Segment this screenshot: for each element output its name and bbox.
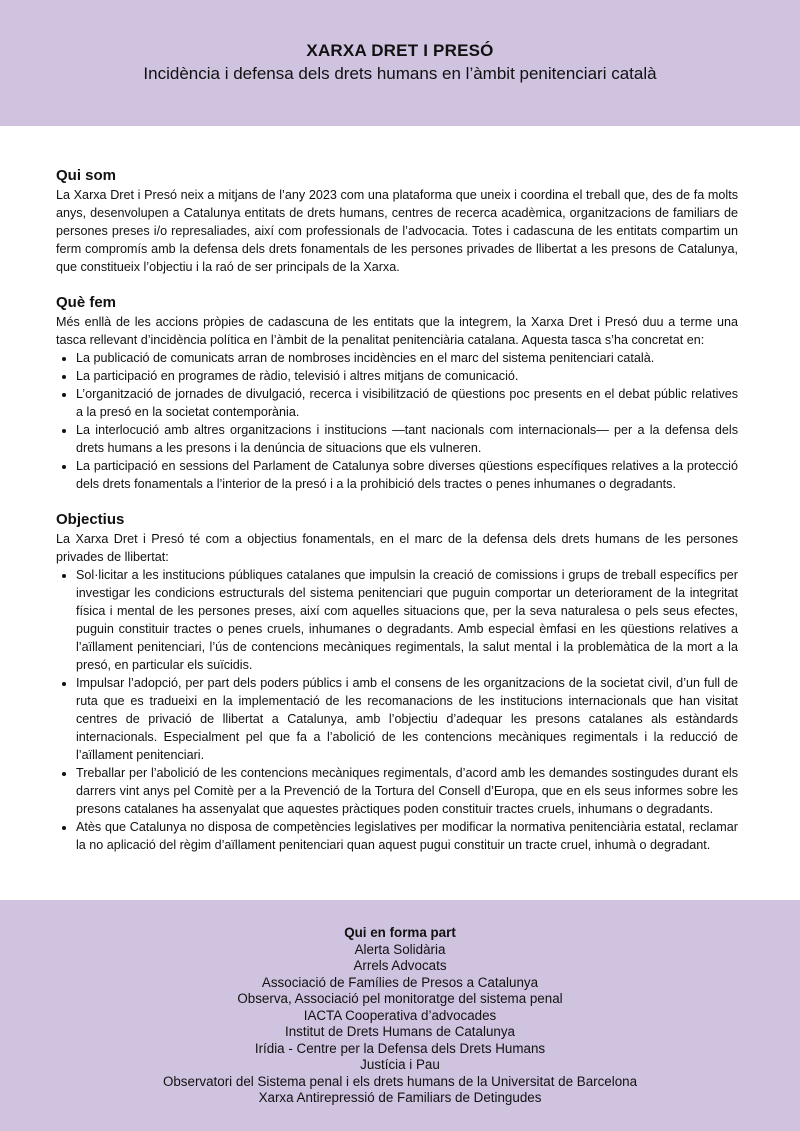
member-name: Alerta Solidària (354, 941, 446, 957)
member-name: Arrels Advocats (353, 958, 447, 973)
member-name: Xarxa Antirepressió de Familiars de Detingudes (258, 1090, 542, 1105)
member-name: Observa, Associació pel monitoratge del sistema penal (237, 991, 563, 1006)
member-name: Institut de Drets Humans de Catalunya (285, 1024, 515, 1039)
member-name: Observatori del Sistema penal i els drets humans de la Universitat de Barcelona (162, 1073, 638, 1089)
section-objectius (56, 510, 738, 854)
header-banner (0, 0, 800, 126)
list-item: • La publicació de comunicats arran de nombroses incidències en el marc del sistema penitenciari català. (76, 349, 738, 367)
member-name: IACTA Cooperativa d’advocades (303, 1007, 497, 1023)
members-heading: Qui en forma part (344, 925, 456, 940)
member-name: Irídia - Centre per la Defensa dels Drets Humans (254, 1040, 546, 1056)
section-heading-objectius: Objectius (56, 511, 125, 528)
main-content (56, 166, 738, 871)
list-item: • La participació en sessions del Parlament de Catalunya sobre diverses qüestions específiques relatives a la protecció dels drets fonamentals a l’interior de la presó i a la prohibició dels tractes o penes inhumanes o degradants. (76, 457, 738, 493)
list-item: • La participació en programes de ràdio, televisió i altres mitjans de comunicació. (76, 367, 738, 385)
list-item: • Treballar per l’abolició de les contencions mecàniques regimentals, d’acord amb les demandes sostingudes durant els darrers vint anys pel Comitè per a la Prevenció de la Tortura del Consell d’Europa, que en els seus informes sobre les presons catalanes ha assenyalat que aquestes pràctiques poden constituir tractes cruels, inhumans o degradants. (76, 764, 738, 818)
list-item: • Atès que Catalunya no disposa de competències legislatives per modificar la normativa penitenciària estatal, reclamar la no aplicació del règim d’aïllament penitenciari quan aquest pugui constituir un tracte cruel, inhumà o degradant. (76, 818, 738, 854)
member-name: Associació de Famílies de Presos a Catalunya (261, 974, 539, 990)
list-item: • Impulsar l’adopció, per part dels poders públics i amb el consens de les organitzacions de la societat civil, d’un full de ruta que es tradueixi en la implementació de les recomanacions de les institucions internacionals que han visitat centres de privació de llibertat a Catalunya, amb l’objectiu d’adequar les presons catalanes als estàndards internacionals. Especialment pel que fa a l’abolició de les contencions mecàniques regimentals i la reducció de l’aïllament penitenciari. (76, 674, 738, 764)
section-qui-som (56, 166, 738, 276)
section-que-fem (56, 293, 738, 493)
que-fem-list (56, 349, 738, 493)
member-name: Justícia i Pau (360, 1057, 440, 1072)
objectius-list (56, 566, 738, 854)
section-heading-que-fem: Què fem (56, 294, 117, 311)
section-intro-objectius: La Xarxa Dret i Presó té com a objectius fonamentals, en el marc de la defensa dels drets humans de les persones privades de llibertat: (56, 532, 738, 564)
section-intro-que-fem: Més enllà de les accions pròpies de cadascuna de les entitats que la integrem, la Xarxa Dret i Presó duu a terme una tasca rellevant d’incidència política en l’àmbit de la penalitat penitenciària catalana. Aquesta tasca s’ha concretat en: (56, 315, 738, 347)
list-item: • Sol·licitar a les institucions públiques catalanes que impulsin la creació de comissions i grups de treball específics per investigar les condicions estructurals del sistema penitenciari que puguin comportar un deteriorament de la integritat física i mental de les persones preses, així com aquelles situacions que, per la seva naturalesa o pels seus efectes, puguin constituir tractes o penes cruels, inhumanes o degradants. Amb especial èmfasi en les qüestions relatives a l’aïllament penitenciari, l’ús de contencions mecàniques regimentals, la salut mental i la problemàtica de la mort a la presó, en particular els suïcidis. (76, 566, 738, 674)
section-heading-qui-som: Qui som (56, 167, 117, 184)
list-item: • La interlocució amb altres organitzacions i institucions —tant nacionals com internacionals— per a la defensa dels drets humans a les presons i la denúncia de situacions que els vulneren. (76, 421, 738, 457)
page-subtitle: Incidència i defensa dels drets humans en l’àmbit penitenciari català (143, 64, 657, 83)
section-text-qui-som: La Xarxa Dret i Presó neix a mitjans de l’any 2023 com una plataforma que uneix i coordina el treball que, des de fa molts anys, desenvolupen a Catalunya entitats de drets humans, centres de recerca acadèmica, organitzacions de familiars de persones preses i/o represaliades, així com professionals de l’advocacia. Totes i cadascuna de les entitats compartim un ferm compromís amb la defensa dels drets fonamentals de les persones privades de llibertat a les presons de Catalunya, que constitueix l’objectiu i la raó de ser principals de la Xarxa. (56, 188, 738, 274)
page-title: XARXA DRET I PRESÓ (306, 41, 494, 60)
list-item: • L’organització de jornades de divulgació, recerca i visibilització de qüestions poc presents en el debat públic relatives a la presó en la societat contemporània. (76, 385, 738, 421)
footer-banner (0, 900, 800, 1131)
